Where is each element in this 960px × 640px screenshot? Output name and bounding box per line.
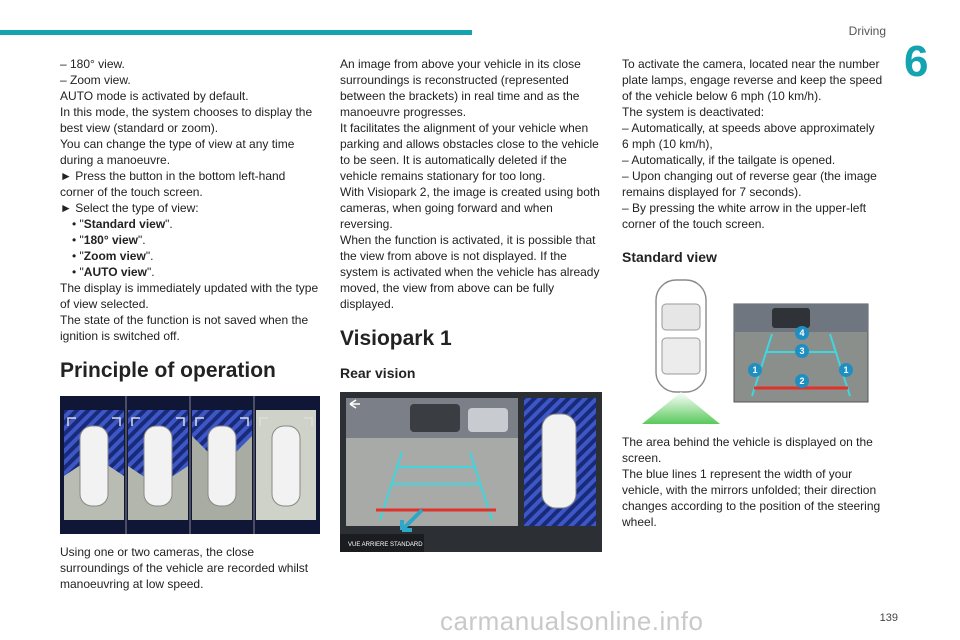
text-paragraph: – Automatically, if the tailgate is opened. (622, 153, 836, 167)
figure-four-views (60, 396, 322, 534)
four-views-illustration (60, 396, 320, 534)
subheading-standard-view: Standard view (622, 249, 717, 265)
view-option-label: Zoom view (83, 249, 146, 263)
text-line: ► Select the type of view: (60, 201, 199, 215)
view-option-label: Standard view (83, 217, 166, 231)
text-paragraph: The area behind the vehicle is displayed on the screen. (622, 435, 873, 465)
view-option: • "Standard view". (72, 217, 173, 231)
column-2 (340, 56, 602, 562)
text-paragraph: – Automatically, at speeds above approximately 6 mph (10 km/h), (622, 121, 875, 151)
rear-camera-screen (340, 392, 602, 552)
text-line: In this mode, the system chooses to display the best view (standard or zoom). (60, 105, 313, 135)
view-option: • "180° view". (72, 233, 146, 247)
column-3 (622, 56, 884, 530)
text-paragraph: To activate the camera, located near the number plate lamps, engage reverse and keep the speed of the vehicle below 6 mph (10 km/h). (622, 57, 883, 103)
view-option-label: AUTO view (83, 265, 147, 279)
figure-standard-view (622, 276, 884, 424)
page-number: 139 (879, 612, 898, 624)
callout-1-left: 1 (752, 365, 758, 375)
watermark: carmanualsonline.info (440, 606, 704, 636)
screen-view-label[interactable]: VUE ARRIERE STANDARD (348, 542, 423, 548)
text-paragraph: The system is deactivated: (622, 105, 765, 119)
text-paragraph: With Visiopark 2, the image is created using both cameras, when going forward and when reversing. (340, 185, 600, 231)
callout-1-right: 1 (843, 365, 849, 375)
chapter-number: 6 (904, 37, 929, 86)
heading-visiopark-1: Visiopark 1 (340, 327, 452, 350)
heading-principle: Principle of operation (60, 359, 276, 382)
subheading-rear-vision: Rear vision (340, 365, 416, 381)
figure-rear-camera-screen (340, 392, 602, 552)
section-title: Driving (848, 24, 886, 38)
text-line: You can change the type of view at any time during a manoeuvre. (60, 137, 295, 167)
view-option: • "Zoom view". (72, 249, 154, 263)
text-paragraph: – By pressing the white arrow in the upper-left corner of the touch screen. (622, 201, 867, 231)
text-paragraph: – Upon changing out of reverse gear (the image remains displayed for 7 seconds). (622, 169, 877, 199)
callout-4: 4 (799, 328, 805, 338)
text-paragraph: It facilitates the alignment of your vehicle when parking and allows obstacles close to the vehicle to be seen. It is automatically deleted if the vehicle remains stationary for too long. (340, 121, 599, 183)
header-accent-bar (0, 30, 472, 35)
text-line: The state of the function is not saved when the ignition is switched off. (60, 313, 309, 343)
text-line: – 180° view. (60, 57, 125, 71)
text-paragraph: The blue lines 1 represent the width of your vehicle, with the mirrors unfolded; their direction changes according to the position of the steering wheel. (622, 467, 881, 529)
view-option-label: 180° view (83, 233, 138, 247)
callout-2: 2 (799, 376, 805, 386)
column-1 (60, 56, 322, 592)
text-line: AUTO mode is activated by default. (60, 89, 249, 103)
text-paragraph: An image from above your vehicle in its close surroundings is reconstructed (represented between the brackets) in real time and as the manoeuvre progresses. (340, 57, 581, 119)
text-line: – Zoom view. (60, 73, 131, 87)
text-paragraph: Using one or two cameras, the close surroundings of the vehicle are recorded whilst manoeuvring at low speed. (60, 545, 309, 591)
standard-view-illustration (622, 276, 884, 424)
text-line: The display is immediately updated with the type of view selected. (60, 281, 319, 311)
text-line: ► Press the button in the bottom left-hand corner of the touch screen. (60, 169, 286, 199)
view-option: • "AUTO view". (72, 265, 155, 279)
text-paragraph: When the function is activated, it is possible that the view from above is not displayed. If the system is activated when the vehicle has already moved, the view from above can be fully displayed. (340, 233, 600, 311)
callout-3: 3 (799, 346, 805, 356)
